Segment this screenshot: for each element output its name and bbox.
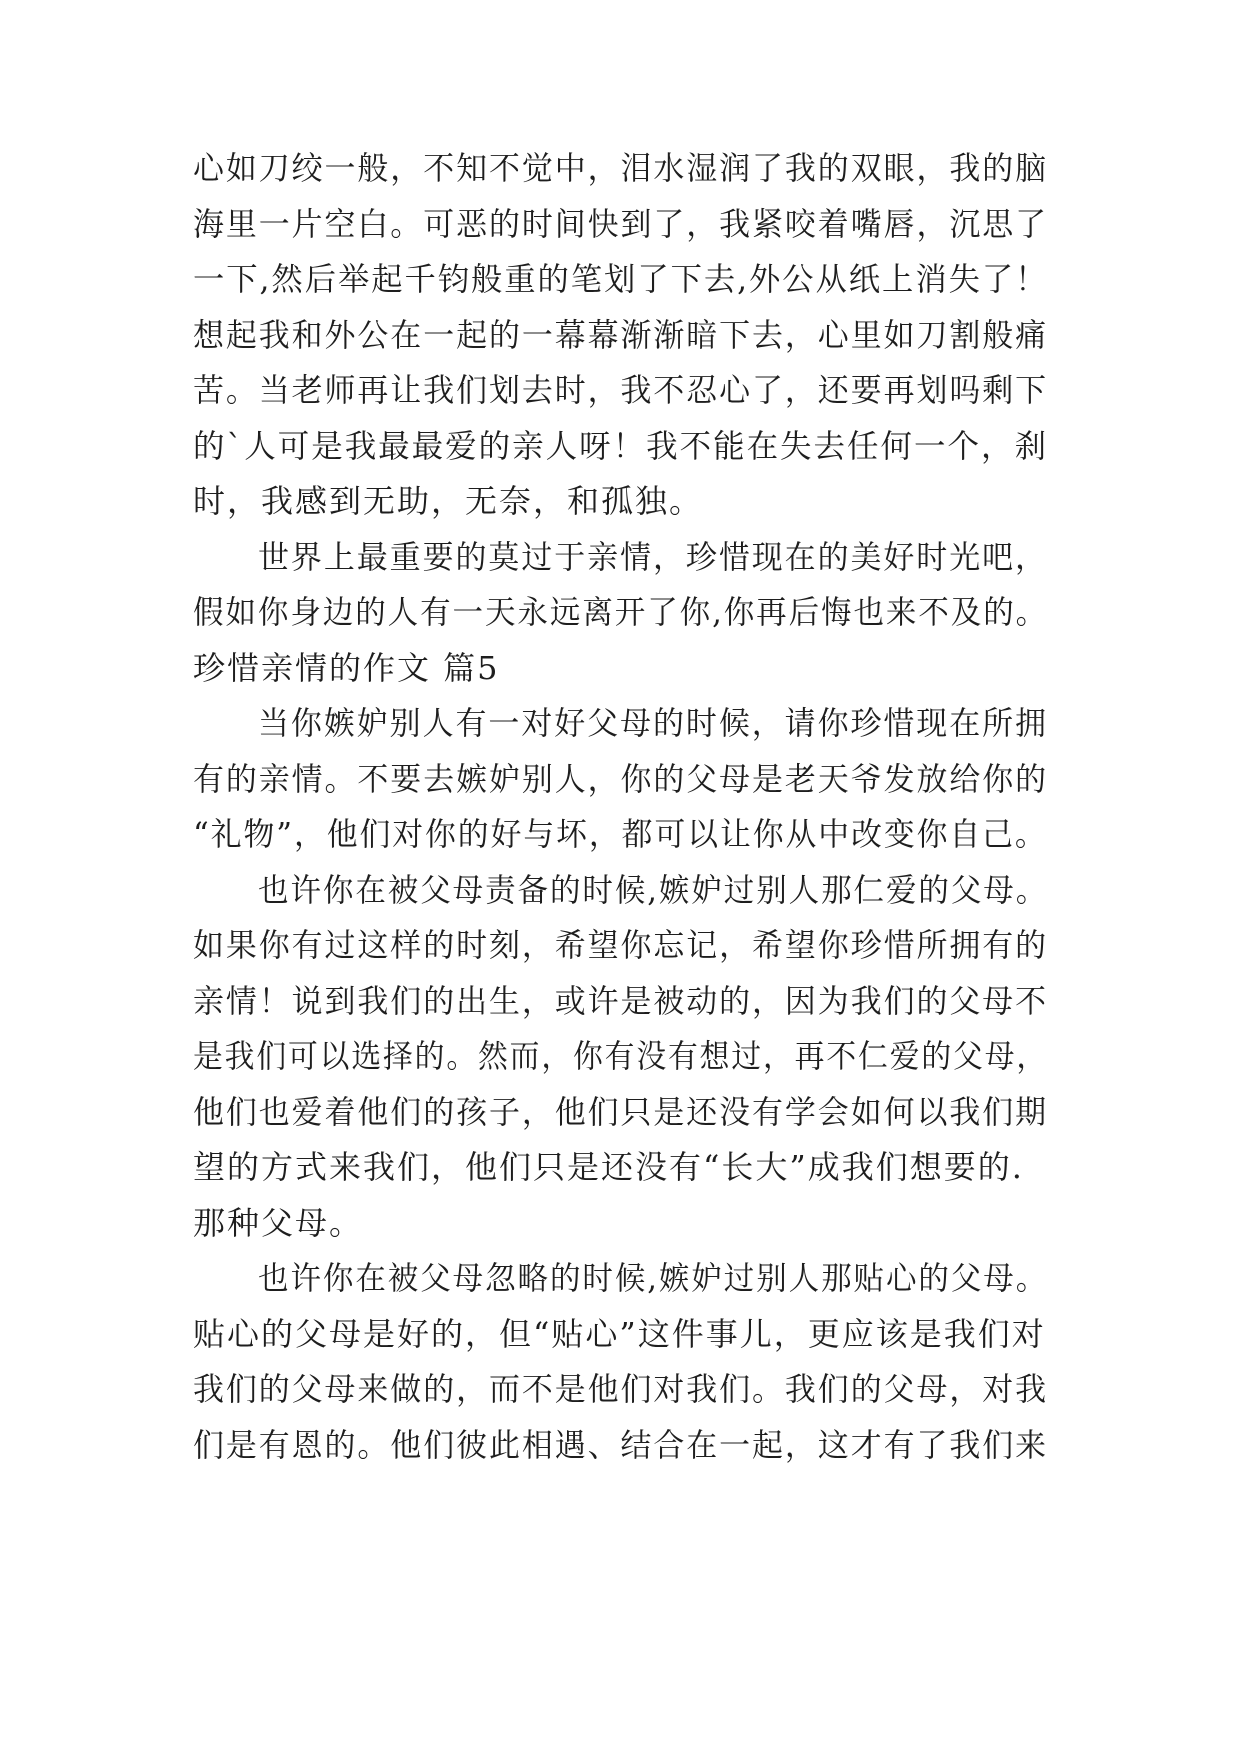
text-line: 一下,然后举起千钧般重的笔划了下去,外公从纸上消失了！ <box>193 260 1049 298</box>
text-line: 心如刀绞一般，不知不觉中，泪水湿润了我的双眼，我的脑 <box>193 149 1049 187</box>
text-line: “礼物”，他们对你的好与坏，都可以让你从中改变你自己。 <box>193 815 1048 853</box>
text-line: 假如你身边的人有一天永远离开了你,你再后悔也来不及的。 <box>193 593 1049 631</box>
text-line: 们是有恩的。他们彼此相遇、结合在一起，这才有了我们来 <box>193 1426 1049 1464</box>
text-line: 他们也爱着他们的孩子，他们只是还没有学会如何以我们期 <box>193 1093 1049 1131</box>
text-line: 如果你有过这样的时刻，希望你忘记，希望你珍惜所拥有的 <box>193 926 1049 964</box>
paragraph-first-line: 也许你在被父母责备的时候,嫉妒过别人那仁爱的父母。 <box>258 871 1049 909</box>
text-line: 望的方式来我们，他们只是还没有“长大”成我们想要的. <box>193 1148 1024 1186</box>
text-line: 想起我和外公在一起的一幕幕渐渐暗下去，心里如刀割般痛 <box>193 316 1049 354</box>
text-line: 是我们可以选择的。然而，你有没有想过，再不仁爱的父母， <box>193 1037 1049 1075</box>
paragraph-first-line: 世界上最重要的莫过于亲情，珍惜现在的美好时光吧， <box>258 538 1048 576</box>
text-line: 贴心的父母是好的，但“贴心”这件事儿，更应该是我们对 <box>193 1315 1046 1353</box>
text-line: 亲情！说到我们的出生，或许是被动的，因为我们的父母不 <box>193 982 1049 1020</box>
text-line: 海里一片空白。可恶的时间快到了，我紧咬着嘴唇，沉思了 <box>193 205 1049 243</box>
section-heading: 珍惜亲情的作文 篇5 <box>193 649 500 687</box>
paragraph-first-line: 也许你在被父母忽略的时候,嫉妒过别人那贴心的父母。 <box>258 1259 1049 1297</box>
text-line: 那种父母。 <box>193 1204 364 1242</box>
text-line: 时，我感到无助，无奈，和孤独。 <box>193 482 704 520</box>
text-line: 有的亲情。不要去嫉妒别人，你的父母是老天爷发放给你的 <box>193 760 1049 798</box>
text-line: 苦。当老师再让我们划去时，我不忍心了，还要再划吗剩下 <box>193 371 1049 409</box>
paragraph-first-line: 当你嫉妒别人有一对好父母的时候，请你珍惜现在所拥 <box>258 704 1048 742</box>
text-line: 的`人可是我最最爱的亲人呀！我不能在失去任何一个，刹 <box>193 427 1048 465</box>
text-line: 我们的父母来做的，而不是他们对我们。我们的父母，对我 <box>193 1370 1049 1408</box>
